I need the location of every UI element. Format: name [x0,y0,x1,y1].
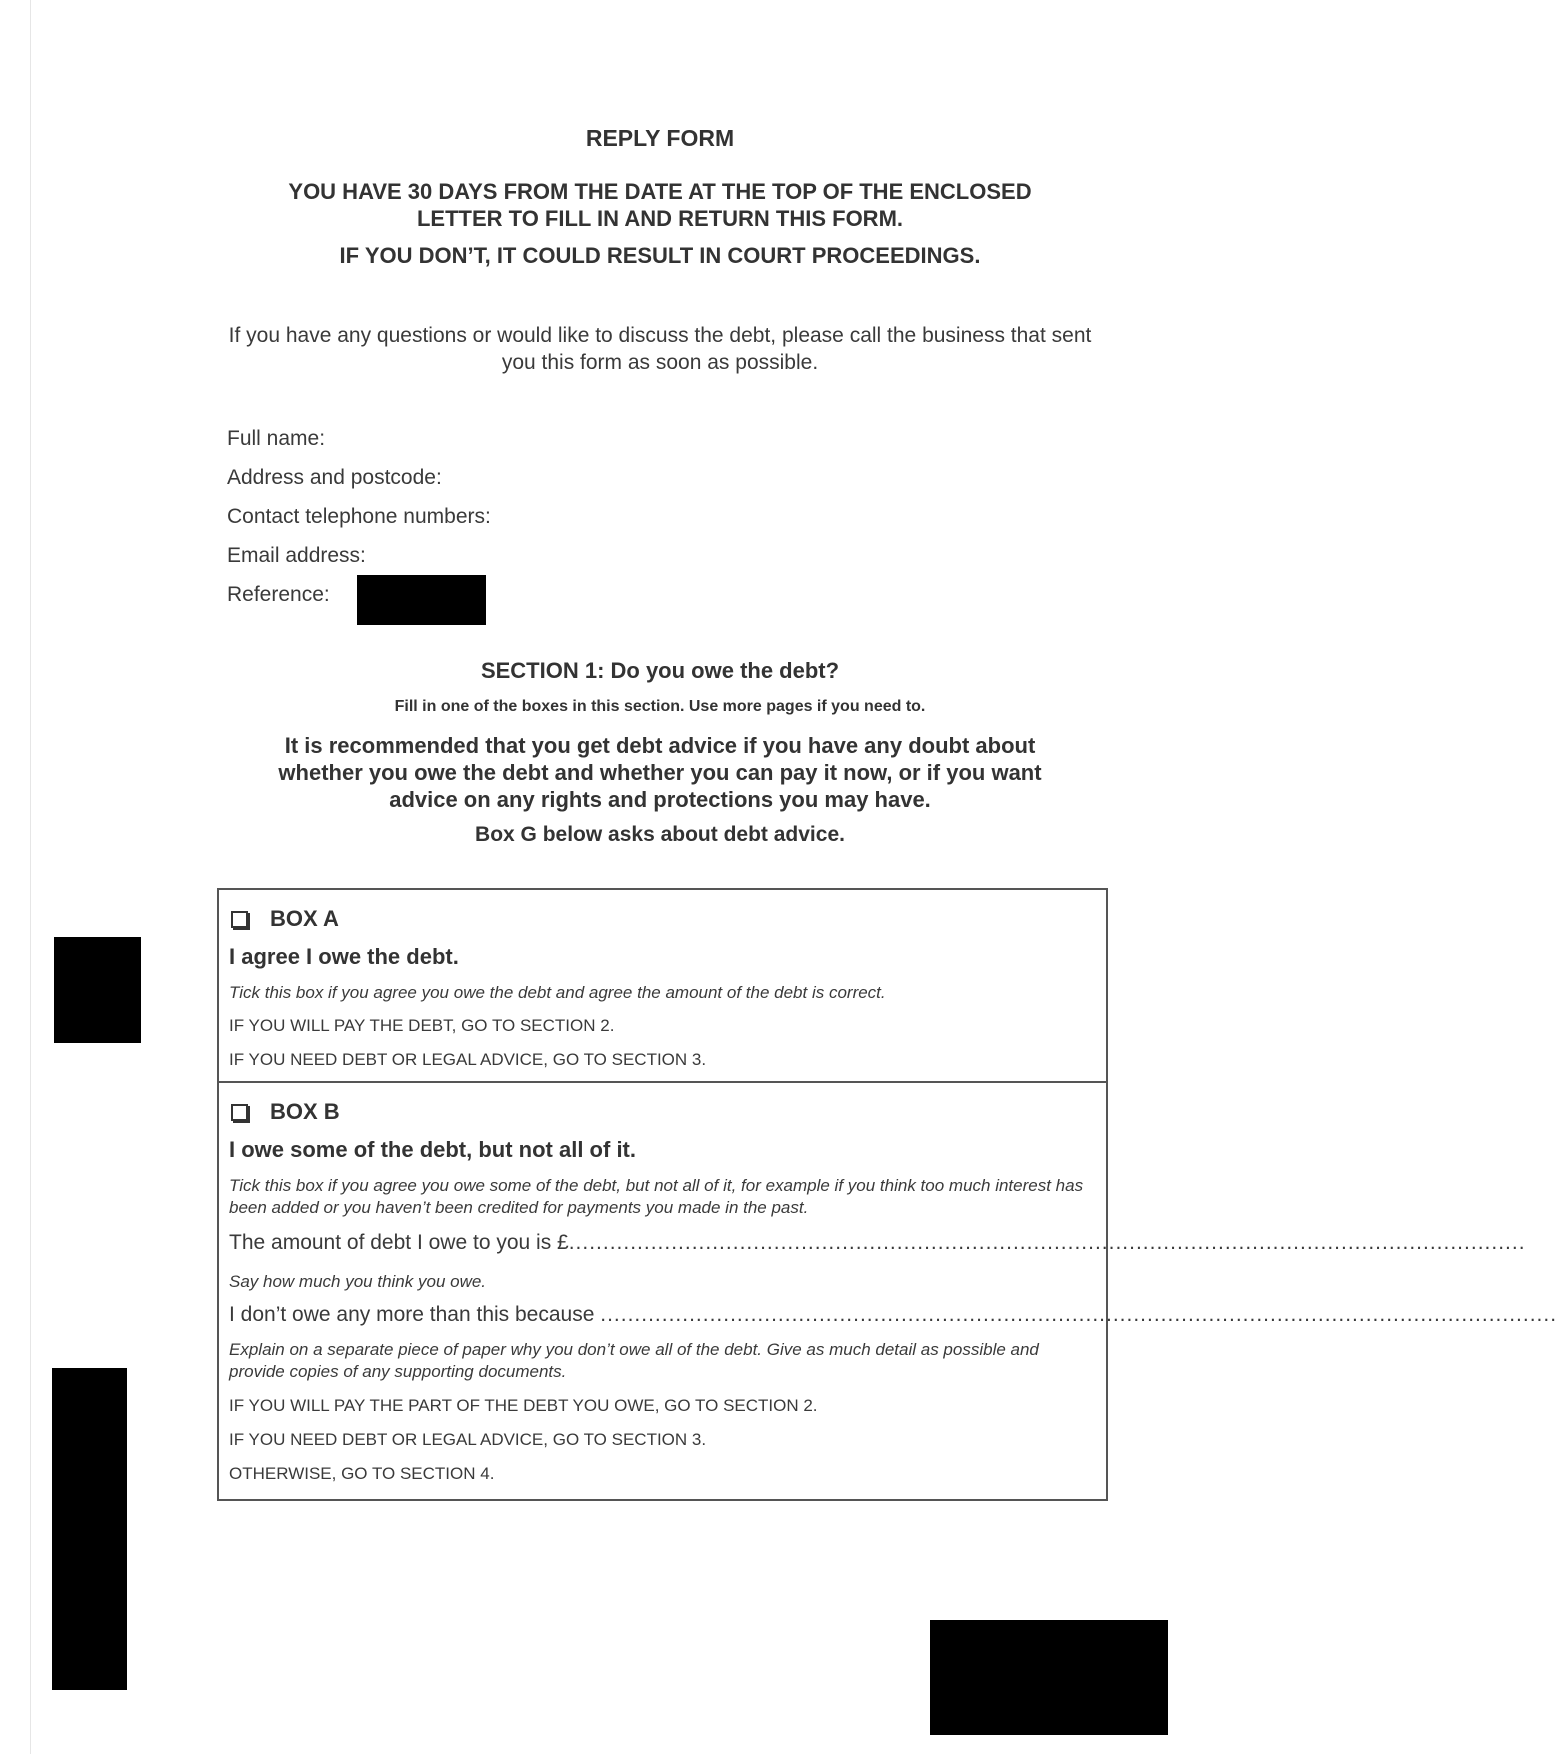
box-a-checkbox-icon[interactable] [231,911,248,928]
email-label: Email address: [227,544,366,567]
box-a-label: BOX A [270,906,339,931]
intro-text: If you have any questions or would like to discuss the debt, please call the business that sent you this form as soon as possible. [228,324,1092,374]
box-a-note: Tick this box if you agree you owe the debt and agree the amount of the debt is correct. [229,983,886,1002]
deadline-warning: YOU HAVE 30 DAYS FROM THE DATE AT THE TOP OF THE ENCLOSED LETTER TO FILL IN AND RETURN THIS FORM. [288,179,1032,231]
amount-owed-label: The amount of debt I owe to you is £ [229,1231,569,1254]
box-b-label: BOX B [270,1099,340,1124]
box-b-pay-instruction: IF YOU WILL PAY THE PART OF THE DEBT YOU OWE, GO TO SECTION 2. [229,1396,818,1415]
box-a [217,888,1108,1083]
section-1-heading: SECTION 1: Do you owe the debt? [480,658,840,683]
box-b-note: Tick this box if you agree you owe some of the debt, but not all of it, for example if you think too much interest has been added or you haven’t been credited for payments you made in the past. [229,1176,1084,1217]
box-a-header [231,906,339,932]
amount-owed-hint: Say how much you think you owe. [229,1272,487,1291]
box-a-pay-instruction: IF YOU WILL PAY THE DEBT, GO TO SECTION 2. [229,1016,615,1035]
amount-owed-dotted-field[interactable]: ............................................................................................................................................ [568,1231,1526,1254]
redaction-block-left-upper [54,937,141,1043]
full-name-label: Full name: [227,427,326,450]
reference-label: Reference: [227,583,330,606]
reason-dotted-field[interactable]: ............................................................................................................................................ [600,1303,1557,1326]
court-warning: IF YOU DON’T, IT COULD RESULT IN COURT PROCEEDINGS. [339,243,981,268]
box-b-checkbox-icon[interactable] [231,1104,248,1121]
box-a-advice-instruction: IF YOU NEED DEBT OR LEGAL ADVICE, GO TO SECTION 3. [229,1050,707,1069]
redaction-block-bottom-right [930,1620,1168,1735]
reason-label: I don’t owe any more than this because [229,1303,595,1326]
page-edge [30,0,31,1754]
box-b-advice-instruction: IF YOU NEED DEBT OR LEGAL ADVICE, GO TO SECTION 3. [229,1430,707,1449]
reason-hint: Explain on a separate piece of paper why you don’t owe all of the debt. Give as much detail as possible and provide copies of any supporting documents. [229,1340,1039,1381]
box-b-header [231,1099,340,1125]
reason-line[interactable] [229,1303,1557,1327]
form-title: REPLY FORM [585,125,735,151]
section-1-instructions: Fill in one of the boxes in this section. Use more pages if you need to. [394,698,926,715]
box-b-otherwise-instruction: OTHERWISE, GO TO SECTION 4. [229,1464,495,1483]
debt-advice-recommendation: It is recommended that you get debt advice if you have any doubt about whether you owe the debt and whether you can pay it now, or if you want advice on any rights and protections you may have. [278,733,1042,812]
address-label: Address and postcode: [227,466,442,489]
redaction-block-left-lower [52,1368,127,1690]
telephone-label: Contact telephone numbers: [227,505,491,528]
box-b [217,1081,1557,1501]
box-b-statement: I owe some of the debt, but not all of it. [229,1137,636,1162]
box-a-statement: I agree I owe the debt. [229,944,459,969]
reference-redaction [357,575,486,625]
box-g-note: Box G below asks about debt advice. [475,823,845,846]
amount-owed-line[interactable] [229,1231,1526,1255]
